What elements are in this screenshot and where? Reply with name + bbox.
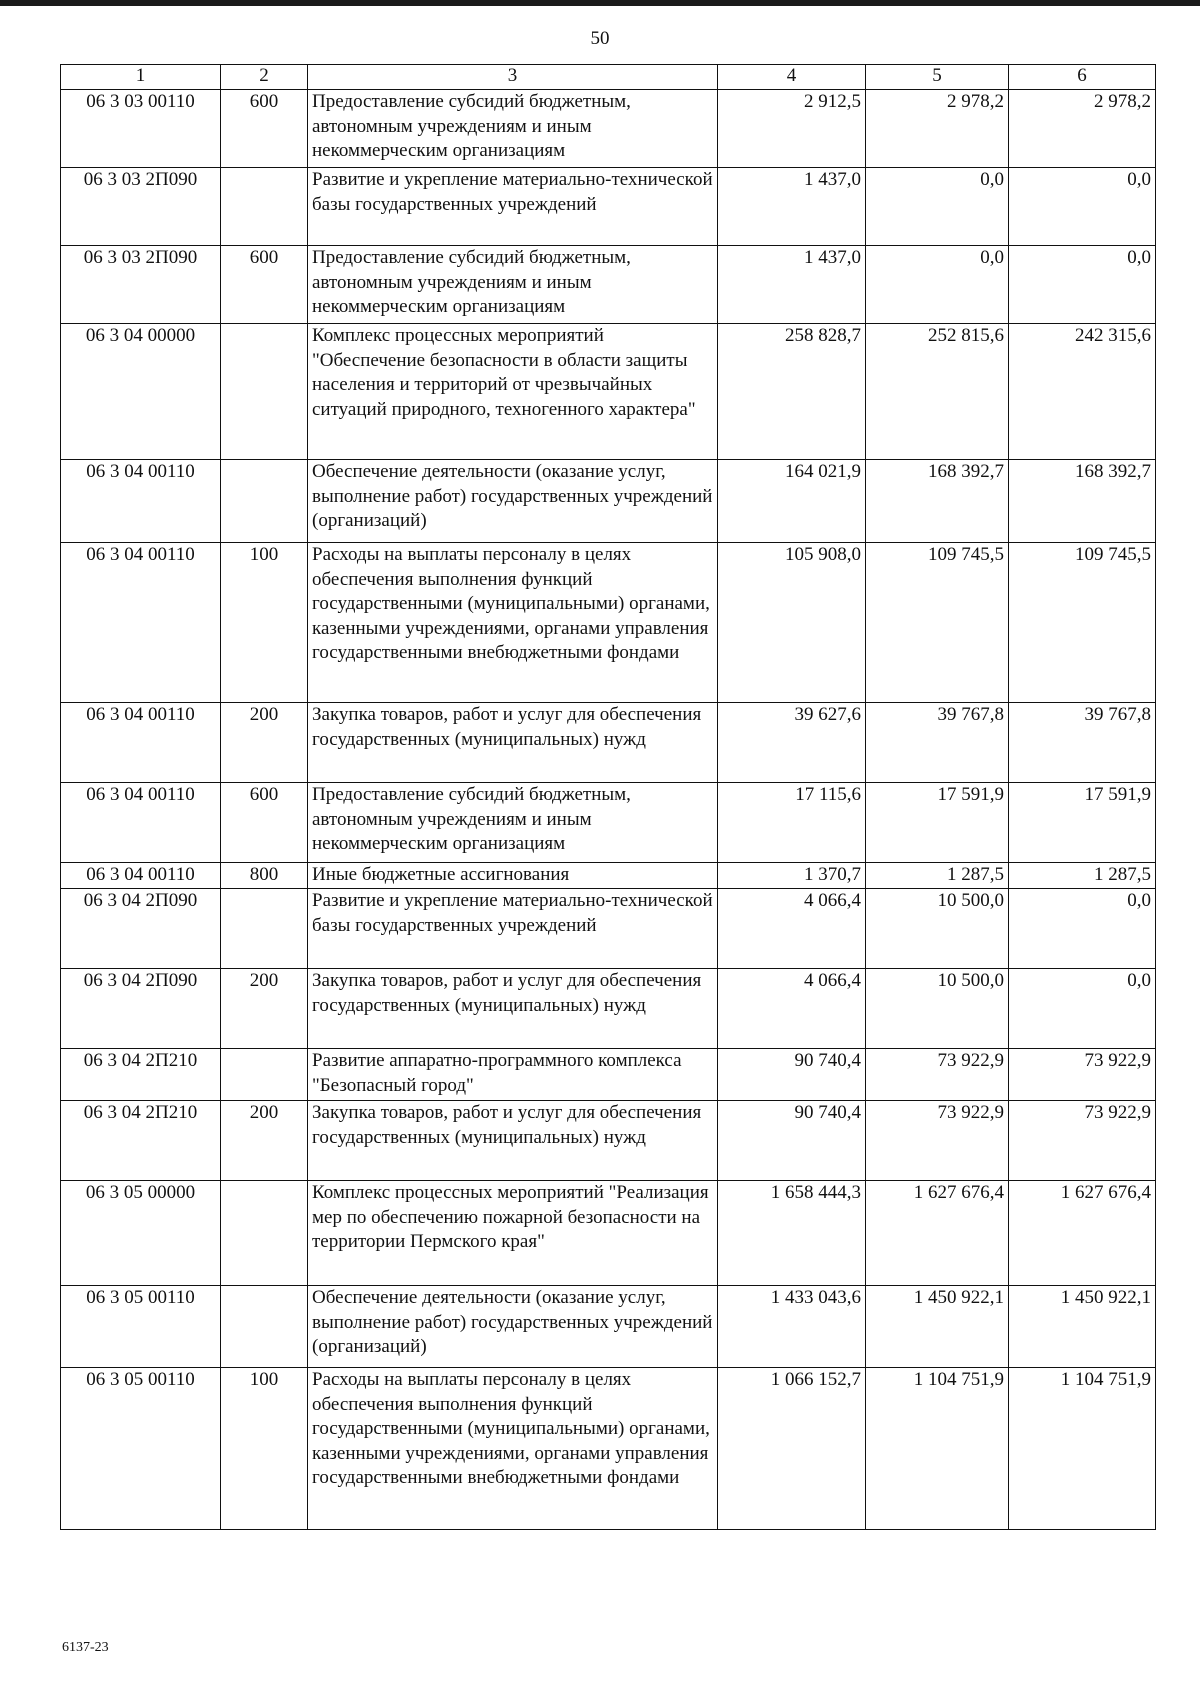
header-row [61, 65, 1156, 90]
page-number: 50 [590, 28, 610, 49]
row-expense-type [221, 889, 308, 969]
row-value-col4: 1 370,7 [718, 863, 866, 889]
row-value-col6: 2 978,2 [1009, 90, 1156, 168]
row-value-col6: 168 392,7 [1009, 460, 1156, 543]
row-expense-type: 200 [221, 969, 308, 1049]
table-row [61, 783, 1156, 863]
header-col-1: 1 [61, 65, 221, 90]
row-value-col5: 10 500,0 [866, 889, 1009, 969]
row-code: 06 3 04 2П210 [61, 1049, 221, 1101]
row-value-col5: 39 767,8 [866, 703, 1009, 783]
row-code: 06 3 03 2П090 [61, 168, 221, 246]
table-header [61, 65, 1156, 90]
row-value-col5: 0,0 [866, 246, 1009, 324]
row-code: 06 3 04 2П090 [61, 969, 221, 1049]
header-col-2: 2 [221, 65, 308, 90]
row-value-col6: 242 315,6 [1009, 324, 1156, 460]
row-expense-type [221, 324, 308, 460]
table-row [61, 246, 1156, 324]
row-code: 06 3 03 2П090 [61, 246, 221, 324]
row-value-col4: 39 627,6 [718, 703, 866, 783]
row-name: Закупка товаров, работ и услуг для обеспечения государственных (муниципальных) нужд [308, 969, 718, 1049]
row-value-col6: 1 104 751,9 [1009, 1368, 1156, 1530]
row-value-col4: 258 828,7 [718, 324, 866, 460]
row-value-col6: 0,0 [1009, 889, 1156, 969]
row-code: 06 3 04 00110 [61, 543, 221, 703]
header-col-3: 3 [308, 65, 718, 90]
document-footer-code: 6137-23 [62, 1640, 109, 1655]
table-row [61, 1368, 1156, 1530]
row-code: 06 3 04 2П210 [61, 1101, 221, 1181]
row-value-col4: 1 437,0 [718, 246, 866, 324]
row-expense-type: 200 [221, 1101, 308, 1181]
row-name: Закупка товаров, работ и услуг для обеспечения государственных (муниципальных) нужд [308, 703, 718, 783]
row-code: 06 3 04 00110 [61, 460, 221, 543]
row-expense-type: 200 [221, 703, 308, 783]
table-row [61, 703, 1156, 783]
row-value-col6: 1 627 676,4 [1009, 1181, 1156, 1286]
row-value-col4: 105 908,0 [718, 543, 866, 703]
row-value-col5: 73 922,9 [866, 1049, 1009, 1101]
row-value-col6: 1 450 922,1 [1009, 1286, 1156, 1368]
row-value-col6: 73 922,9 [1009, 1049, 1156, 1101]
row-value-col4: 2 912,5 [718, 90, 866, 168]
row-value-col4: 1 437,0 [718, 168, 866, 246]
table-row [61, 324, 1156, 460]
table-row [61, 460, 1156, 543]
row-code: 06 3 04 00000 [61, 324, 221, 460]
table-body [61, 90, 1156, 1530]
row-value-col4: 164 021,9 [718, 460, 866, 543]
row-value-col4: 90 740,4 [718, 1101, 866, 1181]
row-value-col4: 4 066,4 [718, 969, 866, 1049]
table-row [61, 1181, 1156, 1286]
row-value-col5: 1 287,5 [866, 863, 1009, 889]
row-name: Развитие и укрепление материально-технической базы государственных учреждений [308, 168, 718, 246]
row-expense-type: 100 [221, 543, 308, 703]
row-value-col5: 252 815,6 [866, 324, 1009, 460]
row-expense-type [221, 168, 308, 246]
budget-table [60, 64, 1156, 1530]
row-name: Развитие и укрепление материально-технической базы государственных учреждений [308, 889, 718, 969]
row-code: 06 3 05 00110 [61, 1286, 221, 1368]
table-row [61, 90, 1156, 168]
row-value-col6: 1 287,5 [1009, 863, 1156, 889]
row-value-col4: 4 066,4 [718, 889, 866, 969]
header-col-5: 5 [866, 65, 1009, 90]
header-col-4: 4 [718, 65, 866, 90]
table-row [61, 168, 1156, 246]
row-code: 06 3 04 00110 [61, 783, 221, 863]
scan-top-edge [0, 0, 1200, 6]
row-name: Иные бюджетные ассигнования [308, 863, 718, 889]
row-value-col5: 1 450 922,1 [866, 1286, 1009, 1368]
row-value-col6: 17 591,9 [1009, 783, 1156, 863]
row-expense-type [221, 1286, 308, 1368]
table-row [61, 1286, 1156, 1368]
row-code: 06 3 04 00110 [61, 703, 221, 783]
row-name: Предоставление субсидий бюджетным, автономным учреждениям и иным некоммерческим организациям [308, 90, 718, 168]
row-value-col5: 168 392,7 [866, 460, 1009, 543]
row-expense-type: 600 [221, 90, 308, 168]
row-name: Комплекс процессных мероприятий "Реализация мер по обеспечению пожарной безопасности на территории Пермского края" [308, 1181, 718, 1286]
row-expense-type: 800 [221, 863, 308, 889]
row-value-col6: 0,0 [1009, 246, 1156, 324]
row-value-col6: 39 767,8 [1009, 703, 1156, 783]
row-expense-type [221, 1181, 308, 1286]
table-row [61, 1049, 1156, 1101]
row-value-col6: 109 745,5 [1009, 543, 1156, 703]
row-expense-type: 100 [221, 1368, 308, 1530]
row-value-col6: 0,0 [1009, 168, 1156, 246]
row-value-col4: 17 115,6 [718, 783, 866, 863]
table-row [61, 969, 1156, 1049]
row-code: 06 3 05 00000 [61, 1181, 221, 1286]
table-row [61, 863, 1156, 889]
row-value-col4: 1 658 444,3 [718, 1181, 866, 1286]
row-value-col5: 10 500,0 [866, 969, 1009, 1049]
row-name: Предоставление субсидий бюджетным, автономным учреждениям и иным некоммерческим организациям [308, 783, 718, 863]
row-value-col5: 1 627 676,4 [866, 1181, 1009, 1286]
row-value-col5: 17 591,9 [866, 783, 1009, 863]
table-row [61, 543, 1156, 703]
table-row [61, 889, 1156, 969]
row-value-col5: 2 978,2 [866, 90, 1009, 168]
row-expense-type: 600 [221, 246, 308, 324]
row-expense-type [221, 460, 308, 543]
row-code: 06 3 05 00110 [61, 1368, 221, 1530]
row-name: Закупка товаров, работ и услуг для обеспечения государственных (муниципальных) нужд [308, 1101, 718, 1181]
row-value-col6: 0,0 [1009, 969, 1156, 1049]
row-name: Развитие аппаратно-программного комплекса "Безопасный город" [308, 1049, 718, 1101]
row-name: Обеспечение деятельности (оказание услуг, выполнение работ) государственных учреждений (организаций) [308, 460, 718, 543]
row-value-col5: 73 922,9 [866, 1101, 1009, 1181]
header-col-6: 6 [1009, 65, 1156, 90]
row-expense-type [221, 1049, 308, 1101]
row-name: Расходы на выплаты персоналу в целях обеспечения выполнения функций государственными (муниципальными) органами, казенными учреждениями, органами управления государственными внебюджетными фондами [308, 543, 718, 703]
row-name: Предоставление субсидий бюджетным, автономным учреждениям и иным некоммерческим организациям [308, 246, 718, 324]
row-code: 06 3 04 2П090 [61, 889, 221, 969]
row-value-col6: 73 922,9 [1009, 1101, 1156, 1181]
row-value-col4: 90 740,4 [718, 1049, 866, 1101]
row-expense-type: 600 [221, 783, 308, 863]
row-value-col5: 0,0 [866, 168, 1009, 246]
row-code: 06 3 03 00110 [61, 90, 221, 168]
row-name: Обеспечение деятельности (оказание услуг, выполнение работ) государственных учреждений (организаций) [308, 1286, 718, 1368]
row-value-col4: 1 433 043,6 [718, 1286, 866, 1368]
table-row [61, 1101, 1156, 1181]
row-name: Комплекс процессных мероприятий "Обеспечение безопасности в области защиты населения и территорий от чрезвычайных ситуаций природного, техногенного характера" [308, 324, 718, 460]
row-value-col4: 1 066 152,7 [718, 1368, 866, 1530]
row-code: 06 3 04 00110 [61, 863, 221, 889]
row-value-col5: 109 745,5 [866, 543, 1009, 703]
row-value-col5: 1 104 751,9 [866, 1368, 1009, 1530]
row-name: Расходы на выплаты персоналу в целях обеспечения выполнения функций государственными (муниципальными) органами, казенными учреждениями, органами управления государственными внебюджетными фондами [308, 1368, 718, 1530]
